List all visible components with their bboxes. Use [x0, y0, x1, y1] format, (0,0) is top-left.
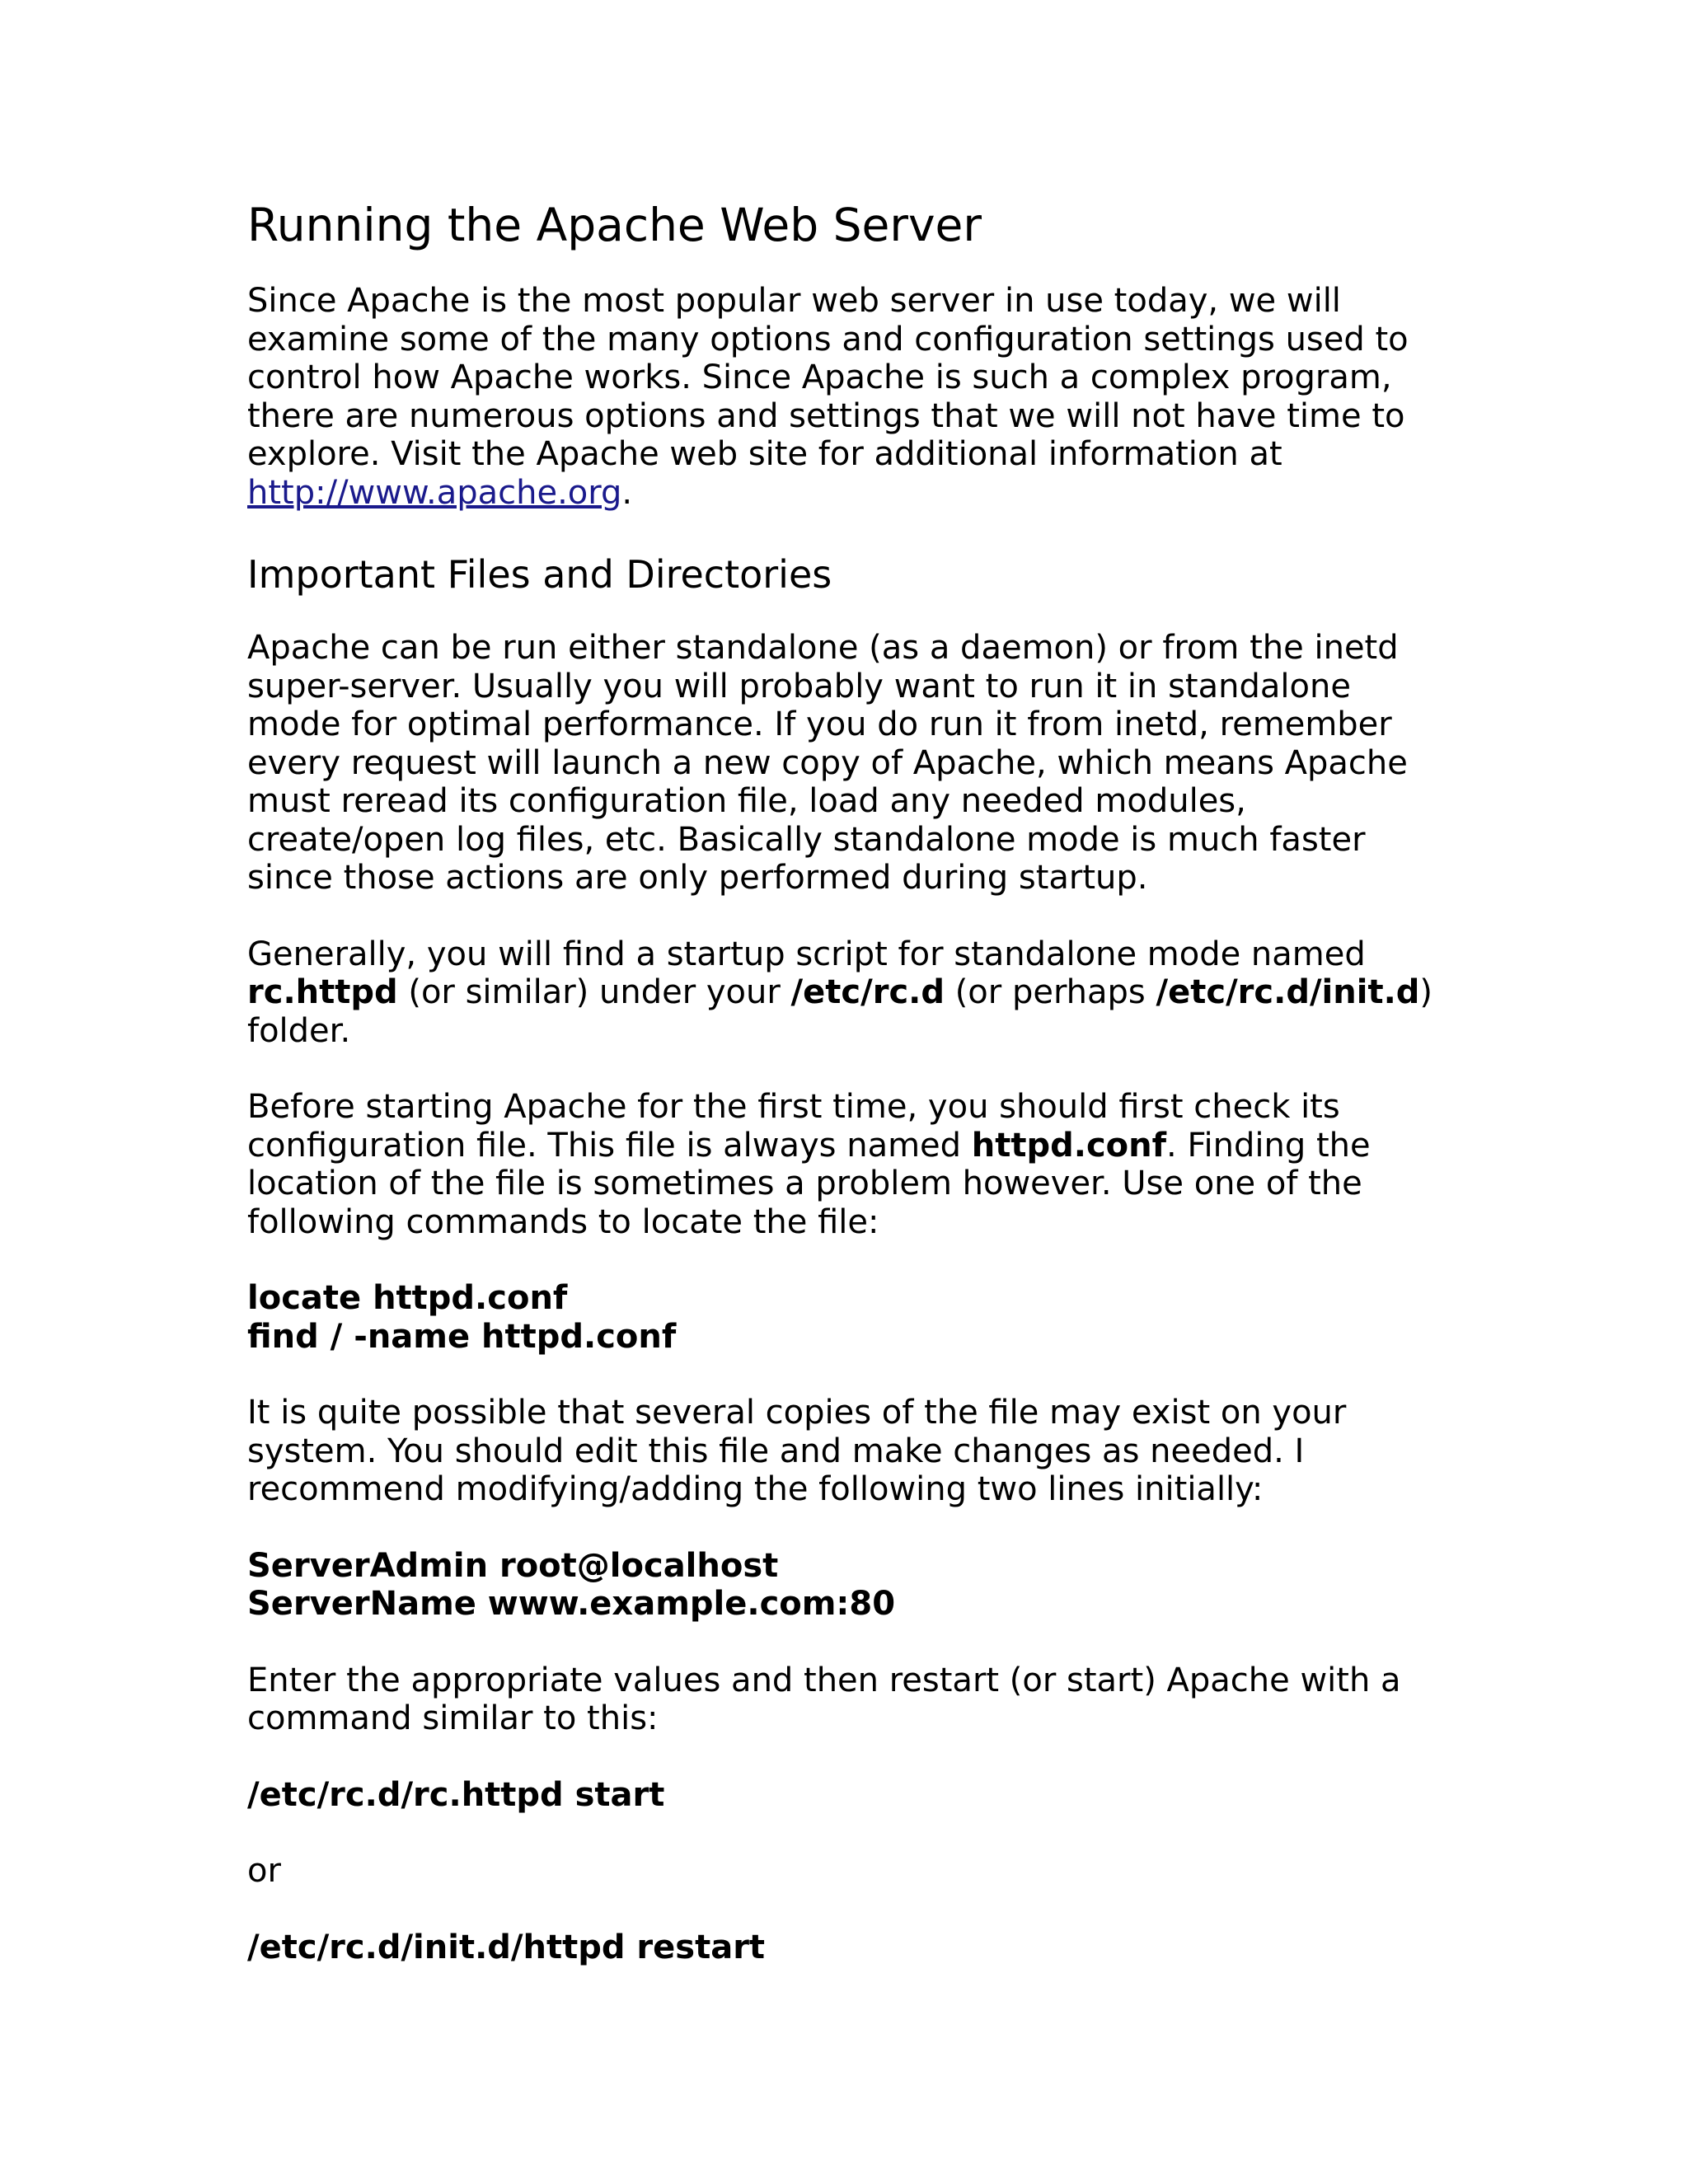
text-line: Before starting Apache for the first time, you should first check its [247, 1088, 1340, 1126]
text-line: Apache can be run either standalone (as a daemon) or from the inetd [247, 629, 1399, 667]
inline-text: . Finding the [1166, 1126, 1371, 1165]
inline-text: configuration file. This file is always named [247, 1126, 972, 1165]
document-page [247, 196, 1451, 2004]
text-line: command similar to this: [247, 1699, 659, 1737]
section-heading: Important Files and Directories [247, 552, 832, 597]
text-line: It is quite possible that several copies of the file may exist on your [247, 1394, 1347, 1432]
text-line: control how Apache works. Since Apache is such a complex program, [247, 359, 1392, 396]
inline-text: (or similar) under your [397, 973, 791, 1011]
conf-file-name: httpd.conf [971, 1126, 1167, 1165]
or-text: or [247, 1852, 281, 1890]
text-line [247, 1127, 1451, 1165]
text-line: Generally, you will find a startup script for standalone mode named [247, 935, 1366, 973]
intro-paragraph [247, 282, 1451, 512]
command-line: locate httpd.conf [247, 1279, 568, 1317]
restart-command: /etc/rc.d/init.d/httpd restart [247, 1928, 766, 1966]
text-line: create/open log files, etc. Basically standalone mode is much faster [247, 820, 1366, 859]
text-line: super-server. Usually you will probably want to run it in standalone [247, 667, 1351, 705]
text-line: there are numerous options and settings that we will not have time to [247, 396, 1405, 435]
text-line: folder. [247, 1011, 351, 1050]
text-line: location of the file is sometimes a problem however. Use one of the [247, 1165, 1362, 1202]
inline-text: (or perhaps [944, 973, 1156, 1011]
rc-dir: /etc/rc.d [790, 973, 945, 1011]
restart-paragraph [247, 1661, 1451, 1738]
text-line: examine some of the many options and configuration settings used to [247, 320, 1409, 359]
text-line: Enter the appropriate values and then restart (or start) Apache with a [247, 1661, 1401, 1699]
text-line: explore. Visit the Apache web site for additional information at [247, 435, 1282, 473]
link-period: . [621, 473, 633, 512]
page-title: Running the Apache Web Server [247, 199, 982, 251]
standalone-paragraph [247, 629, 1451, 898]
edit-config-paragraph [247, 1394, 1451, 1509]
init-dir: /etc/rc.d/init.d [1156, 973, 1420, 1011]
text-line: Since Apache is the most popular web server in use today, we will [247, 282, 1341, 320]
command-line: find / -name httpd.conf [247, 1317, 677, 1356]
config-file-paragraph [247, 1088, 1451, 1241]
text-line: following commands to locate the file: [247, 1202, 879, 1241]
text-line: must reread its configuration file, load any needed modules, [247, 782, 1246, 820]
script-name: rc.httpd [247, 973, 398, 1011]
locate-commands [247, 1279, 1451, 1356]
inline-text: ) [1419, 973, 1433, 1011]
text-line: since those actions are only performed during startup. [247, 859, 1148, 897]
config-line: ServerAdmin root@localhost [247, 1546, 779, 1585]
start-command: /etc/rc.d/rc.httpd start [247, 1775, 665, 1814]
text-line [247, 973, 1451, 1012]
text-line: system. You should edit this file and make changes as needed. I [247, 1432, 1305, 1470]
apache-website-link[interactable]: http://www.apache.org [247, 473, 622, 512]
config-lines [247, 1547, 1451, 1624]
text-line: recommend modifying/adding the following two lines initially: [247, 1470, 1264, 1508]
text-line [247, 474, 1451, 513]
config-line: ServerName www.example.com:80 [247, 1585, 896, 1623]
text-line: mode for optimal performance. If you do run it from inetd, remember [247, 705, 1392, 743]
startup-script-paragraph [247, 935, 1451, 1051]
text-line: every request will launch a new copy of Apache, which means Apache [247, 743, 1408, 782]
